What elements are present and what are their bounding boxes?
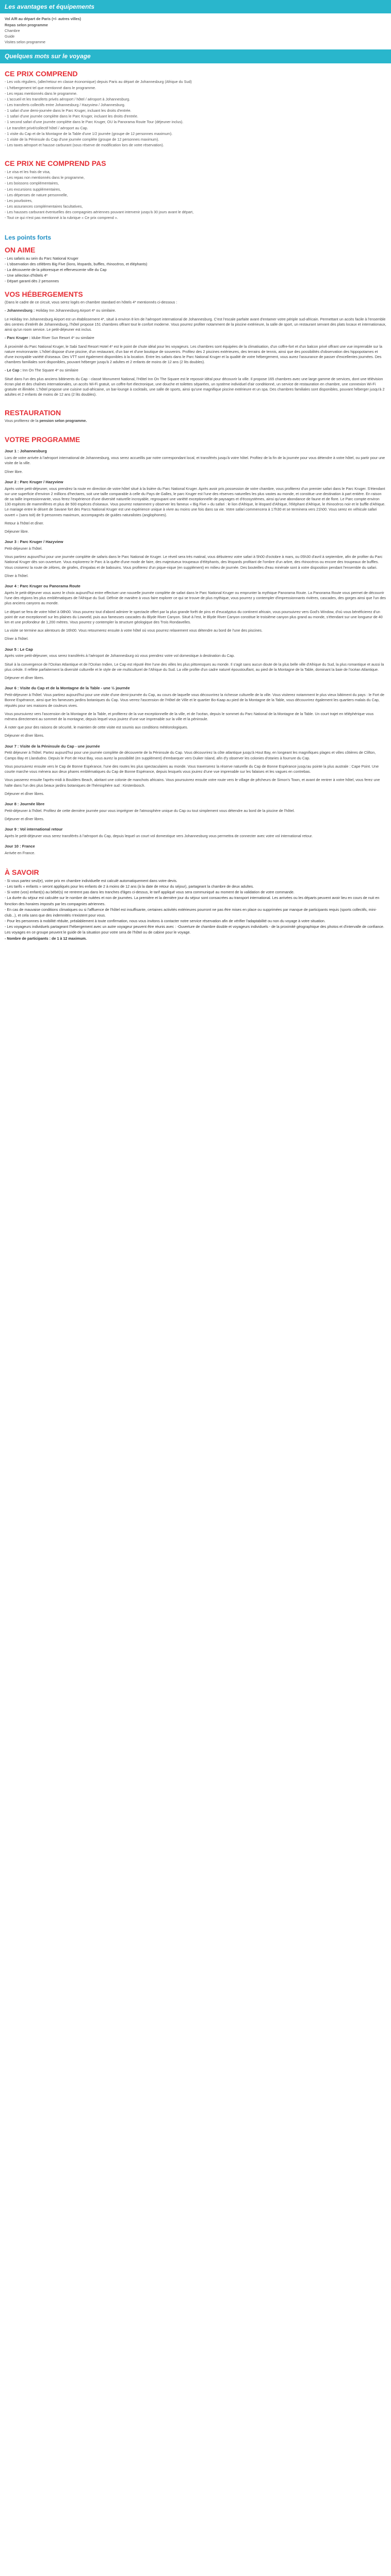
advantage-item: Vol A/R au départ de Paris (+/- autres villes) [5,16,81,22]
list-item: - Les pourboires, [5,198,32,203]
day-title: Jour 6 : Visite du Cap et de la Montagne de la Table - une ½ journée [5,686,130,691]
list-item: - Les hausses carburant éventuelles des compagnies aériennes pouvant intervenir jusqu'à 30 jours avant le départ, [5,210,194,215]
price-includes-title: CE PRIX COMPREND [5,69,78,78]
day-paragraph: Après votre petit-déjeuner, vous prendrez la route en direction de votre hôtel situé à la lisière du Parc National Kruger. Après avoir pris possession de votre chambre, vous profiterez d'un premier safari dans le Parc Kruger. S'étendant sur une superficie d'environ 2 millions d'hectares, soit une taille comparable à celle du Pays de Galles, le parc Kruger est l'une des réserves naturelles les plus vastes au monde, et constitue une destination à part entière. En raison de sa taille impressionnante, vous ferez l'expérience d'une diversité naturelle incroyable, regroupant une variété exceptionnelle de paysages et d'écosystèmes, ainsi qu'une abondance de faune et de flore. Le Parc compte environ 130 espèces de mammifères et plus de 500 espèces d'oiseaux. Vous pourrez notamment y observer les fameux « Big Five » du safari : le lion d'Afrique, le léopard d'Afrique, l'éléphant d'Afrique, le rhinocéros noir et le buffle d'Afrique. Le mariage entre le désert de Savane fort des Parcs National Kruger est une expérience unique à vivre au moins une fois dans sa vie. Votre safari commencera à 17h30 et se terminera vers 21h00. Vous serez en véhicule safari ouvert « (sans toit) de 9 personnes maximum, accompagnés de guides naturalistes (anglophones). [5,486,386,517]
day-title: Jour 2 : Parc Kruger / Hazyview [5,479,63,484]
list-item: - Si votre (vos) enfant(s) au bébé(s) ne rentrent pas dans les tranches d'âges ci-dessus, le tarif appliqué vous sera communiqué au moment de la validation de votre commande. [5,890,295,895]
on-aime-title: ON AIME [5,245,36,254]
list-item: - Les boissons complémentaires, [5,181,59,186]
restauration-text: Vous profiterez de la pension selon programme. [5,418,87,423]
day-title: Jour 4 : Parc Kruger ou Panorama Route [5,584,80,589]
list-item: - Les safaris au sein du Parc National Kruger [5,256,79,261]
day-paragraph: Après le petit-déjeuner vous aurez le choix aujourd'hui entre effectuer une nouvelle journée complète de safari dans le Parc National Kruger ou emprunter la mythique Panorama Route. La Panorama Route vous permet de découvrir l'une des régions les plus emblématiques de l'Afrique du Sud. Définie de manière à vous faire explorer ce qui se trouve de plus mythique, vous pourrez y contempler d'impressionnants rivières, cascades, des gorges ainsi que l'un des plus anciens canyons au monde. [5,590,386,606]
programme-days [5,449,386,856]
list-item: - Les dépenses de nature personnelle, [5,192,68,197]
list-item: - Pour les personnes à mobilité réduite, préalablement à toute confirmation, nous vous invitons à contacter notre service réservation afin de vérifier l'adaptabilité ou non du voyage à votre situation. [5,919,325,924]
day-paragraph: Petit-déjeuner à l'hôtel. Vous partirez aujourd'hui pour une visite d'une demi-journée du Cap, au cours de laquelle vous découvrirez la richesse culturelle de la ville. Vous visiterez notamment le plus vieux bâtiment du pays : le Fort de Bonne Espérance, ainsi que les fameuses jardins botaniques du Cap. Vous verrez l'ascension de l'Hôtel de Ville et le quartier Bo-Kaap au pied de la Montagne de la Table, vous découvrirez également les quartiers malais du Cap, réputés pour ses maisons de couleurs vives. [5,692,385,708]
day-paragraph: Vous poursuivrez vers l'ascension de la Montagne de la Table, et profiterez de la vue exceptionnelle de la ville, et de l'océan, depuis le sommet du Parc National de la Montagne de la Table. Un court trajet en téléphérique vous mènera directement au sommet de la montagne, depuis lequel vous jouirez d'une vue imprenable sur la ville et la péninsule. [5,711,374,721]
list-item: - Les excursions supplémentaires, [5,187,61,192]
day-paragraph: Vous poursuivrez ensuite vers le Cap de Bonne Espérance, l'une des routes les plus spectaculaires au monde. Vous traverserez la réserve naturelle du Cap de Bonne Espérance jusqu'au pointe la plus australe : Cape Point. Une courte marche vous mènera aux deux phares emblématiques du Cap de Bonne Espérance, depuis lesquels vous jouirez d'une vue imprenable sur les falaises et les vagues en contrebas. [5,764,379,774]
day-paragraph: Dîner libre. [5,469,23,474]
day-paragraph: Lors de votre arrivée à l'aéroport international de Johannesburg, vous serez accueillis par notre correspondant local, et transférés jusqu'à votre hôtel. Profitez de la fin de la journée pour vous détendre à votre hôtel, ou partir pour une visite de la ville. [5,455,385,466]
list-item: - Les taxes aéroport et hausse carburant (sous réserve de modification lors de votre réservation). [5,143,164,148]
advantage-item: Repas selon programme [5,22,48,27]
price-includes-list [0,79,391,148]
list-item: - Les assurances complémentaires facultatives, [5,204,83,209]
restauration-title: RESTAURATION [5,409,61,417]
list-item: - Les tarifs « enfants » seront appliqués pour les enfants de 2 à moins de 12 ans (à la date de retour du séjour), partageant la chambre de deux adultes. [5,884,254,889]
list-item: - Une sélection d'hôtels 4* [5,273,48,278]
day-paragraph: Petit-déjeuner à l'hôtel. [5,546,43,551]
day-paragraph: Déjeuner et dîner libres. [5,791,44,796]
list-item: - Si vous partez seul(e), votre prix en chambre individuelle est calculé automatiquement dans votre devis. [5,878,177,883]
highlights-list [5,256,386,284]
day-paragraph: La visite se termine aux alentours de 16h00. Vous retournerez ensuite à votre hôtel où vous pourrez relaxement vous détendre au bord de l'une des piscines. [5,628,263,633]
day-paragraph: Vous partirez aujourd'hui pour une journée complète de safaris dans le Parc National de Kruger. Le réveil sera très matinal, vous débuterez votre safari à 5h00 d'octobre à mars, ou 05h30 d'avril à septembre, afin de profiter du Parc National Kruger dès son ouverture. Vous explorerez le Parc à la quête d'une mode de faire, des majestueux troupeaux d'éléphants, des léopards profitant de l'ombre d'un arbre, des rhinocéros ou encore des troupeaux de buffles. Vous croiserez la route de zèbres, de girafes, d'impalas et de babouins. Vous profiterez d'un pique-nique (en supplément) en milieu de journée. Des bouteilles d'eau minérale sont à votre disposition pendant l'ensemble du safari. [5,554,383,570]
day-paragraph: Le départ se fera de votre hôtel à 08h00. Vous pourrez tout d'abord admirer le spectacle offert par la plus grande forêt de pins et d'eucalyptus du continent africain, vous poursuivrez vers God's Window, d'où vous bénéficierez d'un point de vue exceptionnel sur les plaines du Lowveld, puis aux fameuses cascades du Blyde River Canyon. Situé à l'est, le Blyde River Canyon constitue le troisième canyon plus grand au monde, s'étendant sur une longueur de 40 km et une profondeur de 1,200 mètres. Vous pourrez y contempler la structure géologique des Trois Rondavelles. [5,609,383,625]
trip-banner: Quelques mots sur le voyage [0,49,391,63]
hotel-kruger-desc: À proximité du Parc National Kruger, le Sabi Sand Resort Hotel 4* est le point de chute idéal pour les voyageurs. Les chambres sont équipées de la climatisation, d'un coffre-fort et d'un balcon privé offrant une vue imprenable sur la nature environnante. L'hôtel dispose d'une piscine, d'un restaurant, d'un bar et d'une boutique de souvenirs. Profitez des 2 piscines extérieures, des terrains de tennis, ainsi que des possibilités d'observation des hippopotames et d'une incroyable variété d'oiseaux. Des VTT sont également disponibles à la location. Entre les safaris dans le Parc National Kruger et la qualité de votre hébergement, vous aurez l'assurance de passer d'excellentes journées. Des chambres familiales sont disponibles, pouvant héberger jusqu'à 2 adultes et 2 enfants de moins de 12 ans (2 lits doubles). [5,344,383,365]
list-item: - Les repas non mentionnés dans le programme, [5,175,85,180]
day-paragraph: Déjeuner libre. [5,529,29,534]
list-item: - 1 safari d'une demi-journée dans le Parc Kruger, incluant les droits d'entrée. [5,108,132,113]
list-item: - L'hébergement tel que mentionné dans le programme. [5,85,96,90]
list-item: - 1 visite de la Péninsule du Cap d'une journée complète (groupe de 12 personnes maximum). [5,137,159,142]
day-paragraph: Après votre petit-déjeuner, vous serez transférés à l'aéroport de Johannesburg où vous prendrez votre vol domestique à destination du Cap. [5,653,235,658]
accommodation-title: VOS HÉBERGEMENTS [5,290,83,299]
advantage-item: Visites selon programme [5,40,45,45]
list-item: - 1 visite du Cap et de la Montagne de la Table d'une 1/2 journée (groupe de 12 personnes maximum). [5,131,173,136]
list-item: - Départ garanti dès 2 personnes [5,279,59,284]
day-title: Jour 7 : Visite de la Péninsule du Cap - une journée [5,743,100,749]
list-item: - Tout ce qui n'est pas mentionné à la rubrique « Ce prix comprend ». [5,215,118,221]
day-title: Jour 5 : Le Cap [5,647,33,652]
day-paragraph: Déjeuner et dîner libres. [5,733,44,738]
price-excludes-title: CE PRIX NE COMPREND PAS [5,159,106,168]
list-item: - L'accueil et les transferts privés aéroport / hôtel / aéroport à Johannesburg. [5,96,131,101]
day-paragraph: Petit déjeuner à l'hôtel. Partez aujourd'hui pour une journée complète de découverte de la Péninsule du Cap. Vous découvrirez la côte atlantique jusqu'à Hout Bay, en longeant les magnifiques plages et villes côtières de Clifton, Camps Bay et Llandudno. Depuis le Port de Hout Bay, vous aurez la possibilité (en supplément) d'embarquer vers Duiker Island, afin d'y observer les colonies d'otaries à fourrure du Cap. [5,750,376,760]
highlights-title: Les points forts [5,234,52,242]
list-item: - Le visa et les frais de visa, [5,170,51,175]
accommodation-intro: (Dans le cadre de ce circuit, vous serez logés en chambre standard en hôtels 4* mentionnés ci-dessous : [5,300,177,305]
list-item: - En cas de mauvaise conditions climatiques ou si l'affluence de l'hôtel est insuffisante, certaines activités extérieures pourront ne pas être mises en place ou supprimées par manque de participants requis (sports collectifs, mini-club...), et cela sans que des indemnités n'existent pour vous. [5,907,377,918]
day-paragraph: À noter que pour des raisons de sécurité, le maintien de cette visite est soumis aux conditions météorologiques. [5,725,188,730]
day-paragraph: Vous passerez ensuite l'après-midi à Boulders Beach, abritant une colonie de manchots africains. Vous poursuivrez ensuite votre route vers le village de pêcheurs de Simon's Town, et avant de rentrer à votre hôtel, vous ferez une halte dans l'un des plus beaux jardins botaniques de l'hémisphère sud : Kirstenbosch. [5,777,380,788]
list-item: - Les vols réguliers, (aller/retour en classe économique) depuis Paris au départ de Johannesburg (Afrique du Sud) [5,79,192,84]
advantages-list [0,13,391,49]
list-item: - Nombre de participants : de 1 à 12 maximum. [5,936,87,941]
day-paragraph: Arrivée en France. [5,850,36,855]
hotel-johannesburg-desc: Le Holiday Inn Johannesburg Airport est un établissement 4*, situé à environ 8 km de l'aéroport international de Johannesburg. C'est l'escale parfaite avant d'entamer votre périple sud-africain. Permettant un accès facile à l'ensemble des centres d'intérêt de Johannesburg, l'hôtel propose 151 chambres offrant tout le confort moderne. Vous pourrez profiter notamment de la piscine extérieure, la salle de sport, un restaurant servant des plats locaux et internationaux, ainsi qu'un room service. Le petit-déjeuner est inclus. [5,316,386,332]
day-paragraph: Situé à la convergence de l'Océan Atlantique et de l'Océan Indien, Le Cap est réputé être l'une des villes les plus pittoresques au monde. Il s'agit sans aucun doute de la plus belle ville d'Afrique du Sud, la plus romantique et aussi la plus créole. Il reflète parfaitement la diversité culturelle et le style de vie multiculturel de l'Afrique du Sud. La ville profite d'un cadre naturel époustouflant, au pied de la Montagne de la Table, dominant la baie de l'océan Atlantique. [5,662,384,672]
list-item: - Le transfert privé/collectif hôtel / aéroport au Cap. [5,125,88,130]
list-item: - L'observation des célèbres Big Five (lions, léopards, buffles, rhinocéros, et éléphants) [5,261,148,266]
programme-title: VOTRE PROGRAMME [5,435,80,444]
hotel-kruger: - Parc Kruger : Idube River Sun Resort 4* ou similaire [5,335,94,341]
list-item: - Les transferts collectifs entre Johannesburg / Hazyview / Johannesburg. [5,102,125,107]
day-paragraph: Dîner à l'hôtel. [5,573,29,578]
a-savoir-title: À SAVOIR [5,868,39,877]
list-item: - La durée du séjour est calculée sur le nombre de nuitées et non de journées. La première et la dernière jour du séjour sont consacrées au transport international. Les arrivées ou les départs peuvent avoir lieu en cours de nuit en fonction des horaires imposés par les compagnies aériennes. [5,895,380,906]
a-savoir-list [5,878,386,941]
day-paragraph: Retour à l'hôtel et dîner. [5,520,44,526]
day-paragraph: Déjeuner et dîner libres. [5,816,44,821]
day-title: Jour 1 : Johannesburg [5,449,47,454]
list-item: - Les repas mentionnés dans le programme. [5,91,78,96]
hotel-johannesburg: - Johannesburg : Holiday Inn Johannesburg Airport 4* ou similaire. [5,308,116,313]
day-paragraph: Dîner à l'hôtel. [5,636,29,641]
advantage-item: Guide [5,33,15,39]
list-item: - Les voyageurs individuels partageant l'hébergement avec un autre voyageur peuvent être réunis avec : -Ouverture de chambre double et voyageurs individuels - de la proximité géographique des photos et d'intervalle de confiance. Les voyages en ce groupe peuvent le guide de la situation pour votre sera de l'hôtel ou de cabine pour le voyage. [5,924,384,935]
day-paragraph: Déjeuner et dîner libres. [5,675,44,681]
list-item: - 1 second safari d'une journée complète dans le Parc Kruger, OU la Panorama Route Tour (déjeuner inclus). [5,120,184,125]
list-item: - La découverte de la pittoresque et effervescente ville du Cap [5,267,107,272]
advantage-item: Chambre [5,28,20,33]
main-content [0,234,391,941]
advantages-title: Les avantages et équipements [0,0,391,13]
day-title: Jour 10 : France [5,844,35,849]
day-paragraph: Après le petit-déjeuner vous serez transférés à l'aéroport du Cap, depuis lequel un court vol domestique vers Johannesburg vous permettra de connecter avec votre vol international retour. [5,833,313,838]
day-title: Jour 3 : Parc Kruger / Hazyview [5,539,63,545]
day-paragraph: Petit-déjeuner à l'hôtel. Profitez de cette dernière journée pour vous imprégner de l'atmosphère unique du Cap ou tout simplement vous détendre au bord de la piscine de l'hôtel. [5,808,295,813]
day-title: Jour 8 : Journée libre [5,801,45,806]
hotel-cap-desc: Situé dans l'un des plus anciens bâtiments du Cap - classé Monument National, l'Hôtel Inn On The Square est le reposoir idéal pour découvrir la ville. Il propose 165 chambres avec une large gamme de services, dont une télévision écran plat et des chaînes internationales, un accès Wi-Fi gratuit, un coffre-fort électronique, une douche et toilettes séparées, un système individuel d'air conditionné, un service de restauration en chambre, une connexion Wi-Fi gratuite et illimitée. L'hôtel propose une cuisine sud-africaine, un bar-lounge à cocktails, une salle de sports, ainsi qu'une magnifique piscine extérieure et un spa. Des chambres familiales sont disponibles, pouvant héberger jusqu'à 2 adultes et 2 enfants de moins de 12 ans (2 lits doubles). [5,376,385,397]
list-item: - 1 safari d'une journée complète dans le Parc Kruger, incluant les droits d'entrée. [5,114,138,119]
hotel-cap: - Le Cap : Inn On The Square 4* ou similaire [5,368,78,373]
day-title: Jour 9 : Vol international retour [5,827,63,832]
price-excludes-list [0,169,391,221]
